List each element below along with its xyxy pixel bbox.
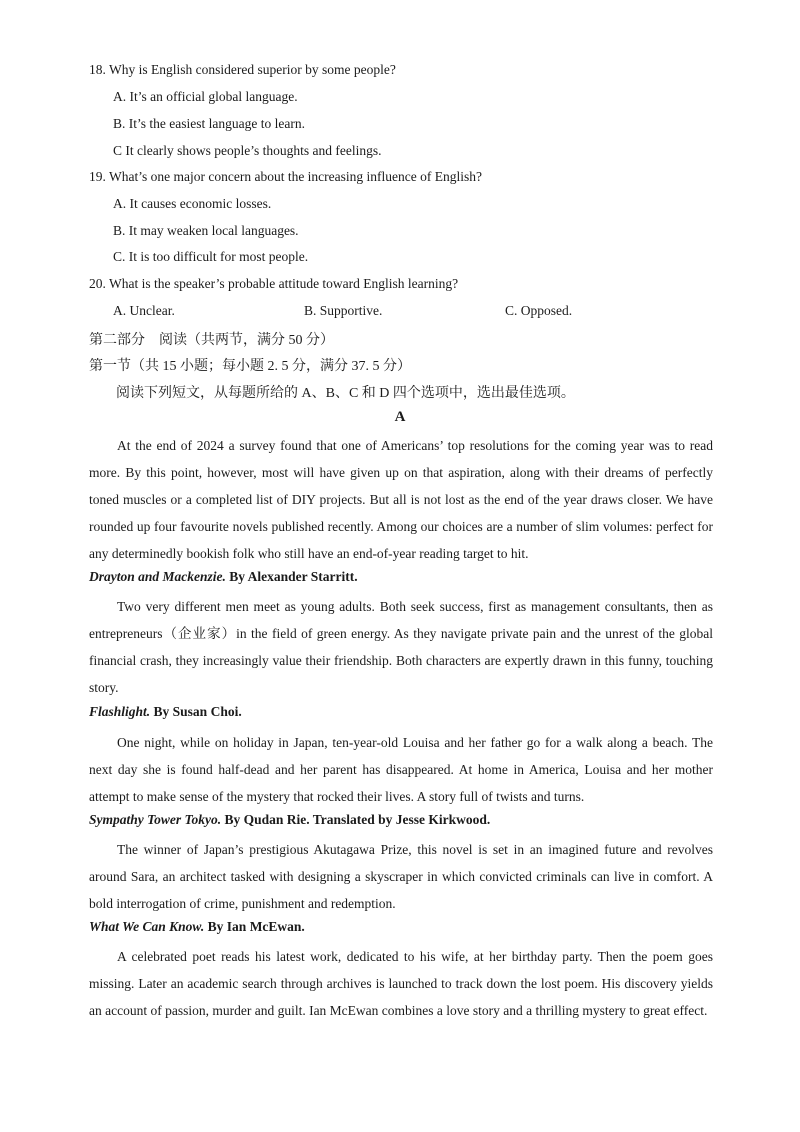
book-byline: By Qudan Rie. Translated by Jesse Kirkwood. <box>221 812 491 827</box>
question-18-option-b: B. It’s the easiest language to learn. <box>113 116 305 131</box>
question-20-option-c: C. Opposed. <box>505 303 573 318</box>
question-19-option-c: C. It is too difficult for most people. <box>113 249 309 264</box>
book-heading <box>89 569 358 585</box>
passage-label: A <box>394 409 406 425</box>
question-20-option-a: A. Unclear. <box>113 303 175 318</box>
book-byline: By Susan Choi. <box>150 704 242 719</box>
question-19-stem: 19. What’s one major concern about the increasing influence of English? <box>89 169 482 184</box>
passage-intro: At the end of 2024 a survey found that one of Americans’ top resolutions for the coming year was to read more. By this point, however, most will have given up on that aspiration, along with their dreams of perfectly toned muscles or a completed list of DIY projects. But all is not lost as the end of the year draws closer. We have rounded up four favourite novels published recently. Among our choices are a number of slim volumes: perfect for any determinedly bookish folk who still have an end-of-year reading target to hit. <box>89 438 713 561</box>
book-heading <box>89 812 490 828</box>
book-title: Sympathy Tower Tokyo. <box>89 812 222 827</box>
section-one-title: 第一节（共 15 小题；每小题 2. 5 分，满分 37. 5 分） <box>89 359 411 374</box>
question-18-stem: 18. Why is English considered superior by some people? <box>89 62 396 77</box>
book-description: A celebrated poet reads his latest work, dedicated to his wife, at her birthday party. Then the poem goes missing. Later an academic search through archives is launched to track down the lost poem. His discovery yields an account of passion, murder and guilt. Ian McEwan combines a love story and a thrilling mystery to great effect. <box>89 949 713 1018</box>
book-description: The winner of Japan’s prestigious Akutagawa Prize, this novel is set in an imagined future and revolves around Sara, an architect tasked with designing a skyscraper in which convicted criminals can live in comfort. A bold interrogation of crime, punishment and redemption. <box>89 842 713 911</box>
question-19-option-b: B. It may weaken local languages. <box>113 223 299 238</box>
question-18-option-a: A. It’s an official global language. <box>113 89 298 104</box>
book-title: Flashlight. <box>89 704 151 719</box>
part-two-title: 第二部分 阅读（共两节，满分 50 分） <box>89 333 334 348</box>
book-byline: By Ian McEwan. <box>204 919 305 934</box>
book-description: Two very different men meet as young adults. Both seek success, first as management consultants, then as entrepreneurs（企业家）in the field of green energy. As they navigate private pain and the unrest of the global financial crash, they increasingly value their friendship. Both characters are expertly drawn in this funny, touching story. <box>89 599 713 695</box>
question-18-option-c: C It clearly shows people’s thoughts and feelings. <box>113 143 382 158</box>
question-20-stem: 20. What is the speaker’s probable attitude toward English learning? <box>89 276 459 291</box>
book-heading <box>89 919 305 935</box>
question-20-option-b: B. Supportive. <box>304 303 383 318</box>
question-19-option-a: A. It causes economic losses. <box>113 196 272 211</box>
reading-instruction: 阅读下列短文，从每题所给的 A、B、C 和 D 四个选项中，选出最佳选项。 <box>116 386 575 401</box>
book-title: What We Can Know. <box>89 919 205 934</box>
book-byline: By Alexander Starritt. <box>225 569 358 584</box>
book-heading <box>89 704 242 720</box>
book-title: Drayton and Mackenzie. <box>89 569 226 584</box>
book-description: One night, while on holiday in Japan, ten-year-old Louisa and her father go for a walk along a beach. The next day she is found half-dead and her parent has disappeared. At home in America, Louisa and her mother attempt to make sense of the mystery that rocked their lives. A story full of twists and turns. <box>89 735 713 804</box>
